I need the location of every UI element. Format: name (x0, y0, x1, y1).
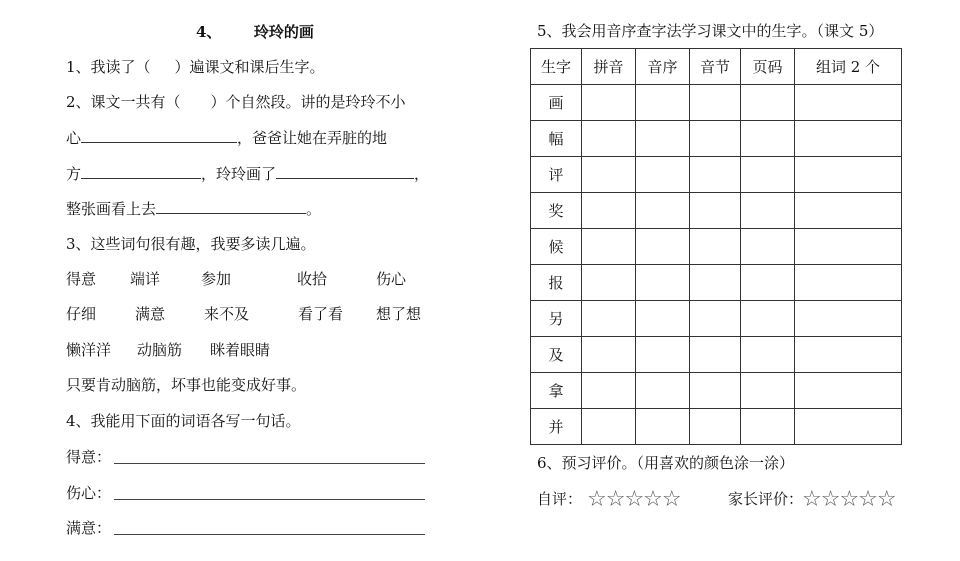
char-cell: 及 (531, 337, 582, 373)
question-5-heading: 5、我会用音序查字法学习课文中的生字。（课文 5） (537, 22, 884, 40)
word: 得意 (66, 270, 97, 288)
table-row (531, 373, 902, 409)
q2-blank-2[interactable] (81, 163, 201, 179)
q4-item-label: 得意： (66, 448, 112, 466)
answer-cell[interactable] (795, 85, 902, 121)
answer-cell[interactable] (582, 409, 636, 445)
answer-cell[interactable] (795, 409, 902, 445)
answer-cell[interactable] (636, 121, 690, 157)
answer-cell[interactable] (795, 301, 902, 337)
answer-cell[interactable] (690, 373, 741, 409)
char-cell: 候 (531, 229, 582, 265)
q4-answer-line-1[interactable] (114, 463, 425, 464)
q4-item-label: 满意： (66, 519, 112, 537)
question-2-line2: 心 ，爸爸让她在弄脏的地 (66, 129, 388, 147)
char-cell: 报 (531, 265, 582, 301)
char-cell: 幅 (531, 121, 582, 157)
word: 参加 (201, 270, 232, 288)
question-1: 1、我读了（ ）遍课文和课后生字。 (66, 58, 325, 76)
q4-item-label: 伤心： (66, 484, 112, 502)
answer-cell[interactable] (741, 229, 795, 265)
table-row (531, 409, 902, 445)
word: 满意 (135, 305, 166, 323)
answer-cell[interactable] (582, 85, 636, 121)
answer-cell[interactable] (741, 373, 795, 409)
char-cell: 另 (531, 301, 582, 337)
table-row (531, 157, 902, 193)
column-header: 音序 (636, 49, 690, 85)
table-row (531, 229, 902, 265)
parent-evaluation-label: 家长评价： (728, 490, 804, 508)
question-2-line4: 整张画看上去 。 (66, 200, 322, 218)
answer-cell[interactable] (636, 229, 690, 265)
word: 来不及 (204, 305, 250, 323)
answer-cell[interactable] (690, 85, 741, 121)
answer-cell[interactable] (795, 337, 902, 373)
answer-cell[interactable] (795, 229, 902, 265)
table-row (531, 121, 902, 157)
word: 看了看 (298, 305, 344, 323)
column-header: 页码 (741, 49, 795, 85)
q2-blank-4[interactable] (156, 198, 306, 214)
lesson-name: 玲玲的画 (253, 23, 314, 41)
self-evaluation-label: 自评： (537, 490, 583, 508)
answer-cell[interactable] (636, 157, 690, 193)
lesson-number: 4、 (196, 23, 222, 41)
question-2-line3: 方 ，玲玲画了 ， (66, 165, 430, 183)
character-table (530, 48, 902, 445)
word: 收拾 (297, 270, 328, 288)
answer-cell[interactable] (690, 229, 741, 265)
column-header: 拼音 (582, 49, 636, 85)
answer-cell[interactable] (636, 301, 690, 337)
table-header-row (531, 49, 902, 85)
answer-cell[interactable] (690, 301, 741, 337)
answer-cell[interactable] (636, 373, 690, 409)
answer-cell[interactable] (582, 373, 636, 409)
question-3-heading: 3、这些词句很有趣，我要多读几遍。 (66, 235, 316, 253)
table-row (531, 193, 902, 229)
table-row (531, 265, 902, 301)
answer-cell[interactable] (582, 337, 636, 373)
answer-cell[interactable] (795, 157, 902, 193)
q4-answer-line-3[interactable] (114, 534, 425, 535)
question-6-heading: 6、预习评价。（用喜欢的颜色涂一涂） (537, 454, 795, 472)
answer-cell[interactable] (636, 409, 690, 445)
answer-cell[interactable] (582, 193, 636, 229)
word: 想了想 (376, 305, 422, 323)
answer-cell[interactable] (795, 193, 902, 229)
char-cell: 并 (531, 409, 582, 445)
answer-cell[interactable] (582, 265, 636, 301)
word: 端详 (130, 270, 161, 288)
answer-cell[interactable] (795, 121, 902, 157)
word: 动脑筋 (137, 341, 183, 359)
lesson-title (196, 22, 314, 42)
answer-cell[interactable] (582, 301, 636, 337)
q4-answer-line-2[interactable] (114, 499, 425, 500)
word: 眯着眼睛 (210, 341, 271, 359)
answer-cell[interactable] (690, 409, 741, 445)
answer-cell[interactable] (795, 373, 902, 409)
question-2-line1: 2、课文一共有（ ）个自然段。讲的是玲玲不小 (66, 93, 406, 111)
parent-rating-stars[interactable]: ☆☆☆☆☆ (802, 487, 896, 512)
word: 懒洋洋 (66, 341, 112, 359)
table-row (531, 337, 902, 373)
self-rating-stars[interactable]: ☆☆☆☆☆ (587, 487, 681, 512)
answer-cell[interactable] (582, 229, 636, 265)
answer-cell[interactable] (741, 301, 795, 337)
answer-cell[interactable] (582, 157, 636, 193)
answer-cell[interactable] (690, 121, 741, 157)
answer-cell[interactable] (690, 193, 741, 229)
question-4-heading: 4、我能用下面的词语各写一句话。 (66, 412, 301, 430)
answer-cell[interactable] (690, 337, 741, 373)
answer-cell[interactable] (741, 85, 795, 121)
answer-cell[interactable] (741, 193, 795, 229)
answer-cell[interactable] (690, 157, 741, 193)
answer-cell[interactable] (636, 85, 690, 121)
answer-cell[interactable] (741, 265, 795, 301)
answer-cell[interactable] (741, 121, 795, 157)
char-cell: 评 (531, 157, 582, 193)
char-cell: 画 (531, 85, 582, 121)
sentence: 只要肯动脑筋，坏事也能变成好事。 (66, 376, 307, 394)
answer-cell[interactable] (582, 121, 636, 157)
word: 仔细 (66, 305, 97, 323)
answer-cell[interactable] (795, 265, 902, 301)
answer-cell[interactable] (636, 337, 690, 373)
word: 伤心 (376, 270, 407, 288)
table-row (531, 85, 902, 121)
char-cell: 奖 (531, 193, 582, 229)
q2-blank-1[interactable] (81, 127, 237, 143)
table-row (531, 301, 902, 337)
answer-cell[interactable] (636, 265, 690, 301)
column-header: 组词 2 个 (795, 49, 902, 85)
answer-cell[interactable] (741, 157, 795, 193)
column-header: 生字 (531, 49, 582, 85)
column-header: 音节 (690, 49, 741, 85)
answer-cell[interactable] (636, 193, 690, 229)
answer-cell[interactable] (741, 337, 795, 373)
answer-cell[interactable] (741, 409, 795, 445)
q2-blank-3[interactable] (276, 163, 414, 179)
char-cell: 拿 (531, 373, 582, 409)
answer-cell[interactable] (690, 265, 741, 301)
